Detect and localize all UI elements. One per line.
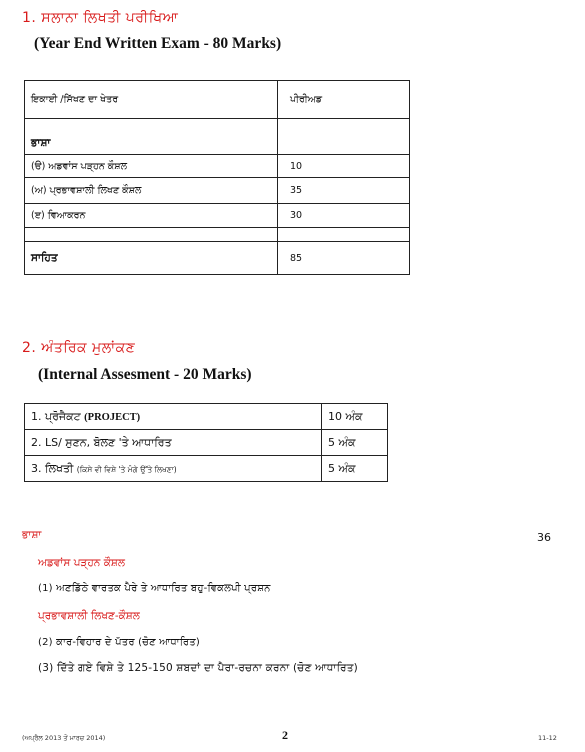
table-row — [25, 178, 410, 204]
table-row — [25, 204, 410, 228]
effective-writing-heading: ਪ੍ਰਭਾਵਸ਼ਾਲੀ ਲਿਖਣ-ਕੌਸ਼ਲ — [38, 610, 140, 622]
syllabus-table — [24, 80, 410, 275]
item-label — [25, 456, 322, 482]
item-prefix: 1. ਪ੍ਰੋਜੈਕਟ — [31, 409, 81, 423]
row-unit: (ੲ) ਵਿਆਕਰਨ — [25, 204, 278, 228]
row-unit: ਭਾਸ਼ਾ — [25, 119, 278, 155]
header-periods: ਪੀਰੀਅਡ — [278, 81, 410, 119]
footer-session: (ਅਪ੍ਰੈਲ 2013 ਤੋਂ ਮਾਰਚ 2014) — [22, 734, 106, 742]
item-prefix: 3. ਲਿਖਤੀ — [31, 461, 74, 475]
table-header-row — [25, 81, 410, 119]
advanced-reading-heading: ਅਡਵਾਂਸ ਪੜ੍ਹਨ ਕੌਸ਼ਲ — [38, 557, 125, 569]
item-note: (ਕਿਸੇ ਵੀ ਵਿਸ਼ੇ 'ਤੇ ਮੰਗੇ ਉੱਤੇ ਲਿਖਣਾ) — [76, 464, 177, 474]
table-row — [25, 404, 388, 430]
item-marks: 5 ਅੰਕ — [322, 430, 388, 456]
item-label — [25, 404, 322, 430]
row-periods: 35 — [278, 178, 410, 204]
table-row — [25, 228, 410, 242]
row-unit: (ੳ) ਅਡਵਾਂਸ ਪੜ੍ਹਨ ਕੌਸ਼ਲ — [25, 155, 278, 178]
row-periods: 30 — [278, 204, 410, 228]
page-number: 2 — [282, 728, 288, 742]
section1-subtitle: (Year End Written Exam - 80 Marks) — [34, 35, 282, 52]
item-line-3: (3) ਦਿੱਤੇ ਗਏ ਵਿਸ਼ੇ ਤੇ 125-150 ਸ਼ਬਦਾਂ ਦਾ ਪੈਰਾ-ਰਚਨਾ ਕਰਨਾ (ਚੋਣ ਆਧਾਰਿਤ) — [38, 662, 358, 674]
table-row — [25, 456, 388, 482]
bhasha-periods: 36 — [537, 531, 551, 544]
footer-class: 11-12 — [538, 734, 557, 742]
item-en: (PROJECT) — [84, 411, 141, 423]
row-unit: (ਅ) ਪ੍ਰਭਾਵਸ਼ਾਲੀ ਲਿਖਣ ਕੌਸ਼ਲ — [25, 178, 278, 204]
table-row — [25, 242, 410, 275]
row-unit: ਸਾਹਿਤ — [25, 242, 278, 275]
row-periods: 10 — [278, 155, 410, 178]
table-row — [25, 119, 410, 155]
row-periods — [278, 119, 410, 155]
row-periods: 85 — [278, 242, 410, 275]
item-marks: 5 ਅੰਕ — [322, 456, 388, 482]
bhasha-heading: ਭਾਸ਼ਾ — [22, 529, 42, 541]
section1-title: 1. ਸਲਾਨਾ ਲਿਖਤੀ ਪਰੀਖਿਆ — [22, 10, 179, 26]
item-marks: 10 ਅੰਕ — [322, 404, 388, 430]
table-row — [25, 155, 410, 178]
section2-subtitle: (Internal Assesment - 20 Marks) — [38, 366, 252, 383]
header-unit: ਇਕਾਈ /ਸਿੱਖਣ ਦਾ ਖੇਤਰ — [25, 81, 278, 119]
item-line-1: (1) ਅਣਡਿੱਠੇ ਵਾਰਤਕ ਪੈਰੇ ਤੇ ਆਧਾਰਿਤ ਬਹੁ-ਵਿਕਲਪੀ ਪ੍ਰਸ਼ਨ — [38, 583, 271, 594]
row-periods — [278, 228, 410, 242]
row-unit — [25, 228, 278, 242]
item-line-2: (2) ਕਾਰ-ਵਿਹਾਰ ਦੇ ਪੱਤਰ (ਚੋਣ ਆਧਾਰਿਤ) — [38, 637, 201, 648]
internal-assessment-table — [24, 403, 388, 482]
item-label — [25, 430, 322, 456]
table-row — [25, 430, 388, 456]
item-prefix: 2. LS/ ਸੁਣਨ, ਬੋਲਣ 'ਤੇ ਆਧਾਰਿਤ — [31, 435, 172, 449]
section2-title: 2. ਅੰਤਰਿਕ ਮੁਲਾਂਕਣ — [22, 340, 136, 356]
